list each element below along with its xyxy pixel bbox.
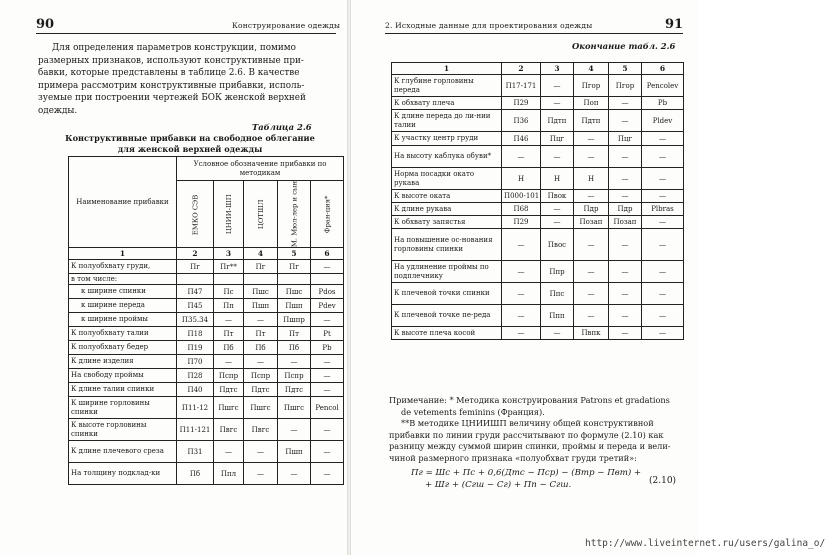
row-value-cell: — [244,463,278,485]
formula-line: Пг = Шс + Пс + 0,6(Дтс − Пср) − (Втр − Пвт) + [411,468,642,478]
row-value-cell: Позап [574,216,609,229]
table-row [69,463,344,485]
row-value-cell: — [502,305,541,327]
row-value-cell: — [311,383,344,397]
row-value-cell: Пт [244,327,278,341]
row-value-cell: Ппл [214,463,244,485]
row-value-cell: — [311,260,344,274]
row-label-cell: На свободу проймы [69,369,177,383]
intro-line: размерных признаков, используют конструктивные при- [38,55,304,66]
row-value-cell: — [311,419,344,441]
row-value-cell: Pencol [311,397,344,419]
row-value-cell: — [609,110,642,132]
intro-line: Для определения параметров конструкции, помимо [52,43,296,53]
row-value-cell: Пп [214,299,244,313]
note-line: Примечание: * Методика конструирования Patrons et gradations [389,395,670,405]
row-value-cell: — [609,190,642,203]
row-value-cell: — [574,146,609,168]
row-value-cell: Пгор [609,75,642,97]
method-header: ЦНИИ-ШП [214,181,244,248]
table-row [69,274,344,285]
row-value-cell: Пцг [609,132,642,146]
left-running-title: Конструирование одежды [232,21,341,30]
table-caption: Таблица 2.6 [252,122,312,132]
row-value-cell: Пвпк [574,327,609,340]
row-value-cell: Пспр [278,369,311,383]
table-title [60,133,320,155]
row-value-cell: Пдтс [244,383,278,397]
row-value-cell: — [642,216,684,229]
row-value-cell: Пб [177,463,214,485]
row-value-cell: — [609,146,642,168]
row-value-cell: — [642,146,684,168]
row-value-cell: П17-171 [502,75,541,97]
row-value-cell: Plbras [642,203,684,216]
row-label-cell: К полуобхвату талии [69,327,177,341]
row-value-cell: — [642,327,684,340]
row-value-cell: — [642,229,684,261]
table-row [392,97,684,110]
row-value-cell: — [278,355,311,369]
row-value-cell: Пшпр [278,313,311,327]
row-value-cell: — [609,261,642,283]
row-value-cell: Пспр [214,369,244,383]
row-label-cell: На удлинение проймы по подплечнику [392,261,502,283]
row-value-cell: Н [574,168,609,190]
table-row [392,261,684,283]
row-value-cell: — [642,168,684,190]
row-label-cell: К ширине горловины спинки [69,397,177,419]
row-value-cell: — [278,463,311,485]
row-value-cell: Pdev [311,299,344,313]
table-row [69,299,344,313]
row-value-cell: П11-12 [177,397,214,419]
row-value-cell: П29 [502,97,541,110]
row-value-cell: П000-101 [502,190,541,203]
table-head-row [69,157,344,181]
row-value-cell: — [541,75,574,97]
table-title-line: для женской верхней одежды [117,144,263,154]
row-label-cell: К длине рукава [392,203,502,216]
row-value-cell: Пг** [214,260,244,274]
row-label-cell: На толщину подклад-ки [69,463,177,485]
row-label-cell: К длине плечевого среза [69,441,177,463]
intro-line: примера рассмотрим конструктивные прибавки, исполь- [38,80,305,91]
watermark-url: http://www.liveinternet.ru/users/galina_o/ [585,538,825,549]
row-value-cell: — [609,283,642,305]
row-label-cell: К полуобхвату груди, [69,260,177,274]
row-value-cell: — [574,305,609,327]
row-value-cell [311,274,344,285]
left-table-body [69,260,344,485]
row-value-cell: — [214,441,244,463]
row-value-cell: — [502,261,541,283]
row-value-cell: — [502,229,541,261]
row-label-cell: К полуобхвату бедер [69,341,177,355]
row-value-cell: П45 [177,299,214,313]
table-row [392,146,684,168]
row-value-cell: Пшп [244,299,278,313]
row-value-cell: П35.34 [177,313,214,327]
row-value-cell: Пт [214,327,244,341]
row-value-cell: Пс [214,285,244,299]
table-row [69,285,344,299]
row-value-cell: Пшп [278,299,311,313]
row-value-cell: — [642,261,684,283]
row-value-cell: П47 [177,285,214,299]
table-row [69,313,344,327]
row-value-cell: Pt [311,327,344,341]
column-number: 6 [311,248,344,260]
row-label-cell: К высоте оката [392,190,502,203]
method-header: Фран-ция* [311,181,344,248]
column-number-row [69,248,344,260]
row-value-cell: — [278,419,311,441]
table-row [392,327,684,340]
row-value-cell: П11-121 [177,419,214,441]
row-value-cell: — [244,441,278,463]
row-value-cell: Пшс [278,285,311,299]
row-value-cell: Пцг [541,132,574,146]
row-value-cell: П40 [177,383,214,397]
row-value-cell: Пдтп [574,110,609,132]
table-row [69,327,344,341]
row-label-cell: К длине талии спинки [69,383,177,397]
row-value-cell: — [502,146,541,168]
row-value-cell: П36 [502,110,541,132]
head-name-cell: Наименование прибавки [69,157,177,248]
intro-paragraph [38,42,336,118]
formula-number: (2.10) [649,476,677,486]
intro-line: одежды. [38,105,78,116]
row-label-cell: На высоту каблука обуви* [392,146,502,168]
row-value-cell: Ппс [541,283,574,305]
table-row [392,168,684,190]
column-number: 5 [609,63,642,75]
right-header-rule [385,33,683,34]
row-value-cell: — [609,97,642,110]
row-value-cell: Пг [278,260,311,274]
row-value-cell: — [574,229,609,261]
column-number: 6 [642,63,684,75]
table-row [69,341,344,355]
row-value-cell: Пб [214,341,244,355]
row-value-cell: П31 [177,441,214,463]
row-value-cell: Пвгс [244,419,278,441]
column-number: 3 [541,63,574,75]
row-label-cell: к ширине переда [69,299,177,313]
row-value-cell: Поп [574,97,609,110]
right-running-title: 2. Исходные данные для проектирования одежды [385,21,593,30]
row-value-cell: Pb [311,341,344,355]
additions-table [68,156,344,485]
row-value-cell: П70 [177,355,214,369]
method-header: ЕМКО СЭВ [177,181,214,248]
table-row [392,229,684,261]
row-value-cell: Пспр [244,369,278,383]
row-value-cell: — [609,229,642,261]
formula-line: + Шг + (Сгш − Сг) + Пп − Сгш. [425,480,572,490]
row-value-cell: — [214,355,244,369]
table-row [392,75,684,97]
table-row [392,305,684,327]
row-value-cell: Пдтс [214,383,244,397]
note-line: **В методике ЦНИИШП величину общей конструктивной [401,418,654,429]
row-value-cell [214,274,244,285]
column-number: 4 [244,248,278,260]
row-value-cell: — [311,355,344,369]
table-row [69,369,344,383]
row-label-cell: к ширине проймы [69,313,177,327]
table-row [392,132,684,146]
row-label-cell: Норма посадки окато рукава [392,168,502,190]
column-number: 1 [69,248,177,260]
row-value-cell: — [541,216,574,229]
row-value-cell: — [214,313,244,327]
row-value-cell: Позап [609,216,642,229]
left-page [0,0,349,555]
table-end-caption: Окончание табл. 2.6 [572,41,676,51]
column-number: 4 [574,63,609,75]
row-value-cell: П29 [502,216,541,229]
row-value-cell: — [574,261,609,283]
table-row [69,260,344,274]
note-line: прибавки по линии груди рассчитывают по формуле (2.10) как [389,429,664,440]
row-value-cell [177,274,214,285]
row-value-cell: Пт [278,327,311,341]
table-row [392,283,684,305]
row-value-cell: Пшп [278,441,311,463]
row-label-cell: в том числе: [69,274,177,285]
row-value-cell: Пб [278,341,311,355]
row-value-cell: — [609,305,642,327]
row-value-cell: — [311,441,344,463]
right-page-number: 91 [665,17,684,32]
row-value-cell: Пшс [244,285,278,299]
row-value-cell: Пдтп [541,110,574,132]
row-value-cell: Пдр [574,203,609,216]
note-line: чиной размерного признака «полуобхват груди третий»: [389,452,637,463]
row-value-cell: Н [541,168,574,190]
row-value-cell: Пвгс [214,419,244,441]
head-group-cell: Условное обозначение прибавки по методикам [177,157,344,181]
method-header: М. Мюл-лер и сын [278,181,311,248]
left-header-rule [36,33,336,34]
row-label-cell: К участку центр груди [392,132,502,146]
left-page-header [36,17,341,32]
row-value-cell: — [541,203,574,216]
row-value-cell: — [541,146,574,168]
row-value-cell: — [502,283,541,305]
row-value-cell: — [244,355,278,369]
row-value-cell: — [311,463,344,485]
row-value-cell: Пг [177,260,214,274]
table-row [392,216,684,229]
row-value-cell: Пшгс [278,397,311,419]
column-number: 3 [214,248,244,260]
note-line: разницу между суммой ширин спинки, проймы и переда и вели- [389,441,671,452]
row-value-cell: — [574,190,609,203]
row-label-cell: К плечевой точке пе-реда [392,305,502,327]
intro-line: зуемые при построении чертежей БОК женской верхней [38,93,306,104]
column-number: 5 [278,248,311,260]
row-value-cell [244,274,278,285]
table-row [69,419,344,441]
row-value-cell: Ппр [541,261,574,283]
row-label-cell: К обхвату запястья [392,216,502,229]
row-value-cell [278,274,311,285]
row-label-cell: К длине переда до ли-нии талии [392,110,502,132]
row-value-cell: Pb [642,97,684,110]
row-value-cell: Пдр [609,203,642,216]
row-value-cell: Н [502,168,541,190]
table-row [392,190,684,203]
table-title-line: Конструктивные прибавки на свободное облегание [65,133,315,143]
row-label-cell: К высоте горловины спинки [69,419,177,441]
table-row [69,355,344,369]
row-value-cell: — [311,369,344,383]
row-value-cell: Пшгс [244,397,278,419]
row-value-cell: — [642,132,684,146]
row-value-cell: Пб [244,341,278,355]
row-value-cell: — [574,283,609,305]
row-label-cell: К плечевой точки спинки [392,283,502,305]
row-value-cell: — [244,313,278,327]
method-header: ЦОТШЛ [244,181,278,248]
row-label-cell: К глубине горловины переда [392,75,502,97]
row-value-cell: Пгор [574,75,609,97]
row-label-cell: к ширине спинки [69,285,177,299]
table-row [69,383,344,397]
row-value-cell: — [311,313,344,327]
row-value-cell: П46 [502,132,541,146]
table-note [389,395,689,465]
row-value-cell: — [541,327,574,340]
row-value-cell: Pldev [642,110,684,132]
row-label-cell: К высоте плеча косой [392,327,502,340]
row-value-cell: П19 [177,341,214,355]
row-value-cell: — [609,168,642,190]
row-value-cell: Pdos [311,285,344,299]
row-value-cell: — [642,283,684,305]
row-label-cell: К длине изделия [69,355,177,369]
row-value-cell: Пвос [541,229,574,261]
row-value-cell: П68 [502,203,541,216]
left-page-number: 90 [36,17,55,32]
column-number: 2 [502,63,541,75]
column-number-row [392,63,684,75]
row-value-cell: — [642,190,684,203]
row-value-cell: Пшгс [214,397,244,419]
table-row [69,441,344,463]
table-row [392,203,684,216]
table-row [69,397,344,419]
column-number: 2 [177,248,214,260]
row-value-cell: П18 [177,327,214,341]
table-row [392,110,684,132]
row-label-cell: К обхвату плеча [392,97,502,110]
row-value-cell: Ппп [541,305,574,327]
column-number: 1 [392,63,502,75]
row-value-cell: Пвок [541,190,574,203]
row-value-cell: — [609,327,642,340]
row-value-cell: — [642,305,684,327]
row-value-cell: Пг [244,260,278,274]
row-label-cell: На повышение ос-нования горловины спинки [392,229,502,261]
row-value-cell: — [502,327,541,340]
right-page [349,0,699,555]
formula-2-10 [411,467,651,491]
intro-line: бавки, которые представлены в таблице 2.6. В качестве [38,68,300,79]
note-line: de vetements feminins (Франция). [401,406,545,417]
row-value-cell: — [574,132,609,146]
right-table-body [392,75,684,340]
row-value-cell: П28 [177,369,214,383]
row-value-cell: — [541,97,574,110]
row-value-cell: Пдтс [278,383,311,397]
row-value-cell: Pencolev [642,75,684,97]
additions-table-end [391,62,684,340]
